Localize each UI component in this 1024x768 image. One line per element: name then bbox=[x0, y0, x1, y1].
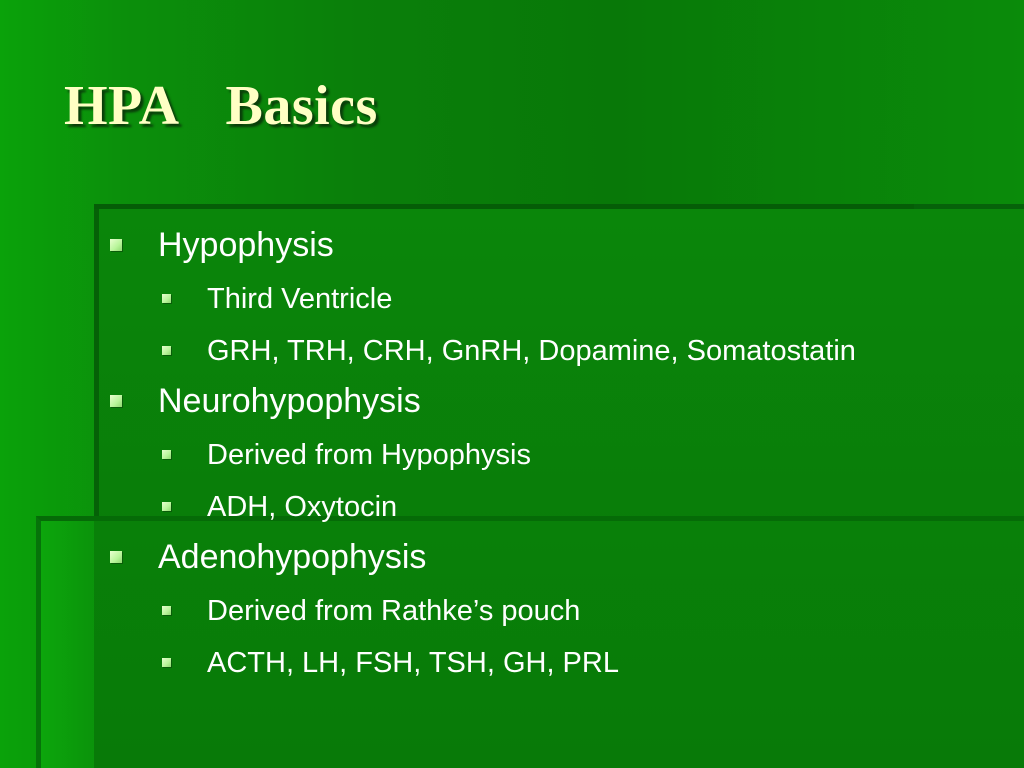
bullet-item-hypophysis bbox=[104, 222, 1004, 274]
square-bullet-icon bbox=[162, 502, 171, 511]
square-bullet-icon bbox=[162, 450, 171, 459]
sub-bullet-item bbox=[104, 326, 1004, 378]
sub-bullet-text: GRH, TRH, CRH, GnRH, Dopamine, Somatostatin bbox=[207, 335, 856, 367]
square-bullet-icon bbox=[110, 551, 122, 563]
sub-bullet-text: ACTH, LH, FSH, TSH, GH, PRL bbox=[207, 647, 619, 679]
sub-bullet-item bbox=[104, 586, 1004, 638]
square-bullet-icon bbox=[110, 395, 122, 407]
sub-bullet-item bbox=[104, 638, 1004, 690]
bullet-text: Hypophysis bbox=[158, 226, 334, 264]
slide-title: HPA Basics bbox=[64, 75, 378, 137]
bullet-text: Neurohypophysis bbox=[158, 382, 421, 420]
sub-bullet-item bbox=[104, 274, 1004, 326]
sub-bullet-text: Derived from Rathke’s pouch bbox=[207, 595, 581, 627]
square-bullet-icon bbox=[162, 294, 171, 303]
sub-bullet-text: Third Ventricle bbox=[207, 283, 393, 315]
bullet-item-adenohypophysis bbox=[104, 534, 1004, 586]
bullet-list bbox=[104, 222, 1004, 690]
square-bullet-icon bbox=[110, 239, 122, 251]
sub-bullet-item bbox=[104, 430, 1004, 482]
sub-bullet-item bbox=[104, 482, 1004, 534]
square-bullet-icon bbox=[162, 606, 171, 615]
sub-bullet-text: ADH, Oxytocin bbox=[207, 491, 398, 523]
bullet-item-neurohypophysis bbox=[104, 378, 1004, 430]
background-panel-edge bbox=[94, 204, 914, 209]
square-bullet-icon bbox=[162, 346, 171, 355]
square-bullet-icon bbox=[162, 658, 171, 667]
sub-bullet-text: Derived from Hypophysis bbox=[207, 439, 531, 471]
bullet-text: Adenohypophysis bbox=[158, 538, 427, 576]
